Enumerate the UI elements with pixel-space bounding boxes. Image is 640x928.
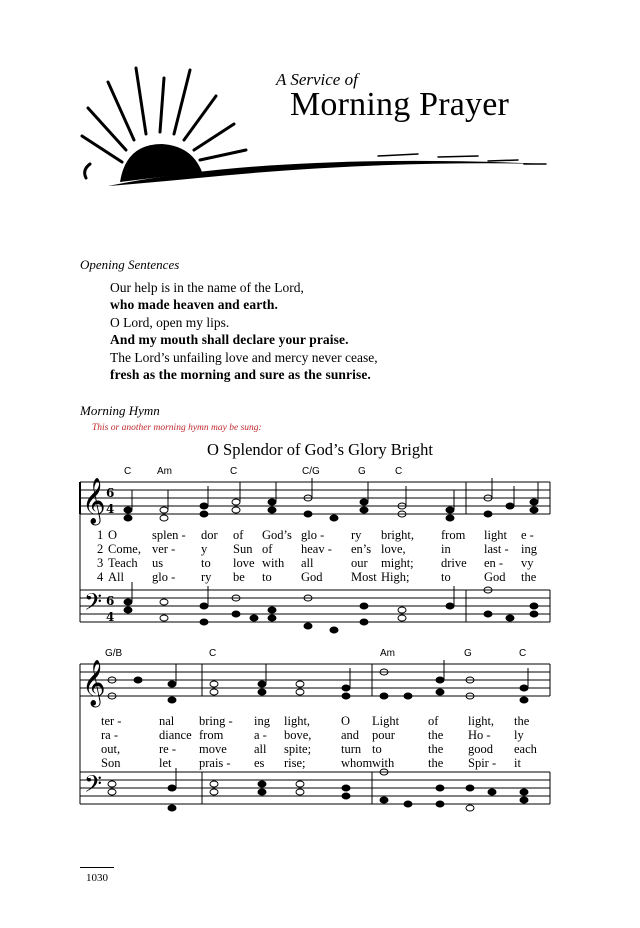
- lyric-syllable: it: [514, 756, 521, 770]
- chord-symbol: C: [209, 648, 217, 659]
- chord-symbol: C/G: [302, 466, 320, 477]
- lyric-syllable: Come,: [108, 542, 141, 556]
- hymn-title: O Splendor of God’s Glory Bright: [207, 440, 433, 459]
- svg-text:4: 4: [106, 610, 115, 624]
- lyric-syllable: from: [441, 528, 466, 542]
- page-title: Morning Prayer: [290, 86, 510, 123]
- staff-system-1: [78, 478, 554, 638]
- chord-symbol: Am: [380, 648, 395, 659]
- lyric-syllable: e -: [521, 528, 534, 542]
- lyric-syllable: all: [254, 742, 267, 756]
- lyric-syllable: love,: [381, 542, 406, 556]
- lyric-syllable: nal: [159, 714, 175, 728]
- lyric-syllable: a -: [254, 728, 267, 742]
- lyric-syllable: each: [514, 742, 537, 756]
- lyric-syllable: to: [372, 742, 382, 756]
- lyric-syllable: diance: [159, 728, 192, 742]
- lyric-syllable: might;: [381, 556, 414, 570]
- sentence-line: Our help is in the name of the Lord,: [110, 280, 304, 295]
- lyric-syllable: good: [468, 742, 493, 756]
- lyric-syllable: prais -: [199, 756, 231, 770]
- lyric-syllable: and: [341, 728, 360, 742]
- lyric-syllable: Ho -: [468, 728, 491, 742]
- lyric-syllable: vy: [521, 556, 534, 570]
- chord-symbol: C: [230, 466, 238, 477]
- lyric-syllable: ly: [514, 728, 524, 742]
- lyric-syllable: whom: [341, 756, 373, 770]
- lyric-syllable: drive: [441, 556, 467, 570]
- lyric-syllable: the: [428, 742, 444, 756]
- lyric-syllable: with: [262, 556, 285, 570]
- lyric-syllable: y: [201, 542, 208, 556]
- bass-clef-icon: 𝄢: [84, 588, 103, 621]
- treble-clef-icon: 𝄞: [82, 478, 106, 524]
- lyric-syllable: All: [108, 570, 124, 584]
- lyric-syllable: ver -: [152, 542, 176, 556]
- lyric-syllable: of: [233, 528, 244, 542]
- lyric-syllable: turn: [341, 742, 362, 756]
- verse-number: 1: [97, 528, 104, 542]
- response-line: who made heaven and earth.: [110, 297, 278, 312]
- lyric-syllable: glo -: [301, 528, 325, 542]
- lyric-syllable: all: [301, 556, 314, 570]
- lyric-syllable: God: [484, 570, 506, 584]
- chord-symbol: C: [124, 466, 132, 477]
- lyric-syllable: from: [199, 728, 224, 742]
- lyric-syllable: High;: [381, 570, 410, 584]
- bass-clef-icon: 𝄢: [84, 770, 103, 803]
- svg-text:4: 4: [106, 502, 115, 516]
- chord-symbol: Am: [157, 466, 172, 477]
- section-heading-hymn: Morning Hymn: [80, 403, 160, 418]
- response-line: And my mouth shall declare your praise.: [110, 332, 349, 347]
- lyric-syllable: ing: [521, 542, 537, 556]
- lyric-syllable: light: [484, 528, 507, 542]
- lyric-syllable: of: [428, 714, 439, 728]
- lyric-syllable: pour: [372, 728, 395, 742]
- lyric-syllable: the: [521, 570, 537, 584]
- lyric-syllable: the: [428, 728, 444, 742]
- lyric-syllable: move: [199, 742, 227, 756]
- lyric-syllable: Spir -: [468, 756, 497, 770]
- lyric-syllable: of: [262, 542, 273, 556]
- lyric-syllable: to: [262, 570, 272, 584]
- lyric-syllable: God’s: [262, 528, 292, 542]
- lyric-syllable: glo -: [152, 570, 176, 584]
- lyric-syllable: bove,: [284, 728, 312, 742]
- lyric-syllable: the: [428, 756, 444, 770]
- lyric-syllable: O: [341, 714, 351, 728]
- svg-text:6: 6: [106, 486, 115, 500]
- chord-symbol: C: [519, 648, 527, 659]
- lyric-syllable: es: [254, 756, 265, 770]
- chord-symbol: G: [358, 466, 366, 477]
- lyric-syllable: our: [351, 556, 368, 570]
- sentence-line: O Lord, open my lips.: [110, 315, 230, 330]
- lyric-syllable: ter -: [101, 714, 122, 728]
- lyric-syllable: en’s: [351, 542, 372, 556]
- lyric-syllable: spite;: [284, 742, 312, 756]
- chord-symbol: G: [464, 648, 472, 659]
- response-line: fresh as the morning and sure as the sunrise.: [110, 367, 371, 382]
- lyric-syllable: let: [159, 756, 172, 770]
- page-number: 1030: [86, 872, 108, 884]
- lyric-syllable: en -: [484, 556, 504, 570]
- lyric-syllable: light,: [468, 714, 495, 728]
- lyric-syllable: light,: [284, 714, 311, 728]
- chord-symbol: G/B: [105, 648, 123, 659]
- verse-number: 2: [97, 542, 104, 556]
- section-heading-opening: Opening Sentences: [80, 257, 180, 272]
- lyric-syllable: ry: [201, 570, 212, 584]
- lyric-syllable: bright,: [381, 528, 414, 542]
- lyric-syllable: Light: [372, 714, 400, 728]
- sentence-line: The Lord’s unfailing love and mercy never cease,: [110, 350, 378, 365]
- lyric-syllable: with: [372, 756, 395, 770]
- lyric-syllable: us: [152, 556, 164, 570]
- lyric-syllable: love: [233, 556, 255, 570]
- lyric-syllable: ing: [254, 714, 270, 728]
- verse-number: 4: [97, 570, 104, 584]
- lyric-syllable: splen -: [152, 528, 186, 542]
- lyric-syllable: heav -: [301, 542, 332, 556]
- lyric-syllable: Teach: [108, 556, 138, 570]
- lyric-syllable: Sun: [233, 542, 253, 556]
- lyric-syllable: to: [441, 570, 451, 584]
- lyric-syllable: out,: [101, 742, 121, 756]
- lyric-syllable: in: [441, 542, 451, 556]
- lyric-syllable: rise;: [284, 756, 306, 770]
- lyric-syllable: O: [108, 528, 118, 542]
- chord-symbol: C: [395, 466, 403, 477]
- lyric-syllable: re -: [159, 742, 176, 756]
- lyric-syllable: dor: [201, 528, 218, 542]
- lyric-syllable: to: [201, 556, 211, 570]
- lyric-syllable: be: [233, 570, 245, 584]
- lyric-syllable: ra -: [101, 728, 118, 742]
- svg-text:6: 6: [106, 594, 115, 608]
- rubric: This or another morning hymn may be sung:: [92, 423, 262, 433]
- page-number-rule: [80, 867, 114, 868]
- lyric-syllable: the: [514, 714, 530, 728]
- title-kicker: A Service of: [276, 70, 358, 89]
- verse-number: 3: [97, 556, 104, 570]
- treble-clef-icon: 𝄞: [82, 660, 106, 706]
- lyric-syllable: ry: [351, 528, 362, 542]
- lyric-syllable: Most: [351, 570, 377, 584]
- lyric-syllable: God: [301, 570, 323, 584]
- lyric-syllable: Son: [101, 756, 121, 770]
- lyric-syllable: bring -: [199, 714, 233, 728]
- lyric-syllable: last -: [484, 542, 509, 556]
